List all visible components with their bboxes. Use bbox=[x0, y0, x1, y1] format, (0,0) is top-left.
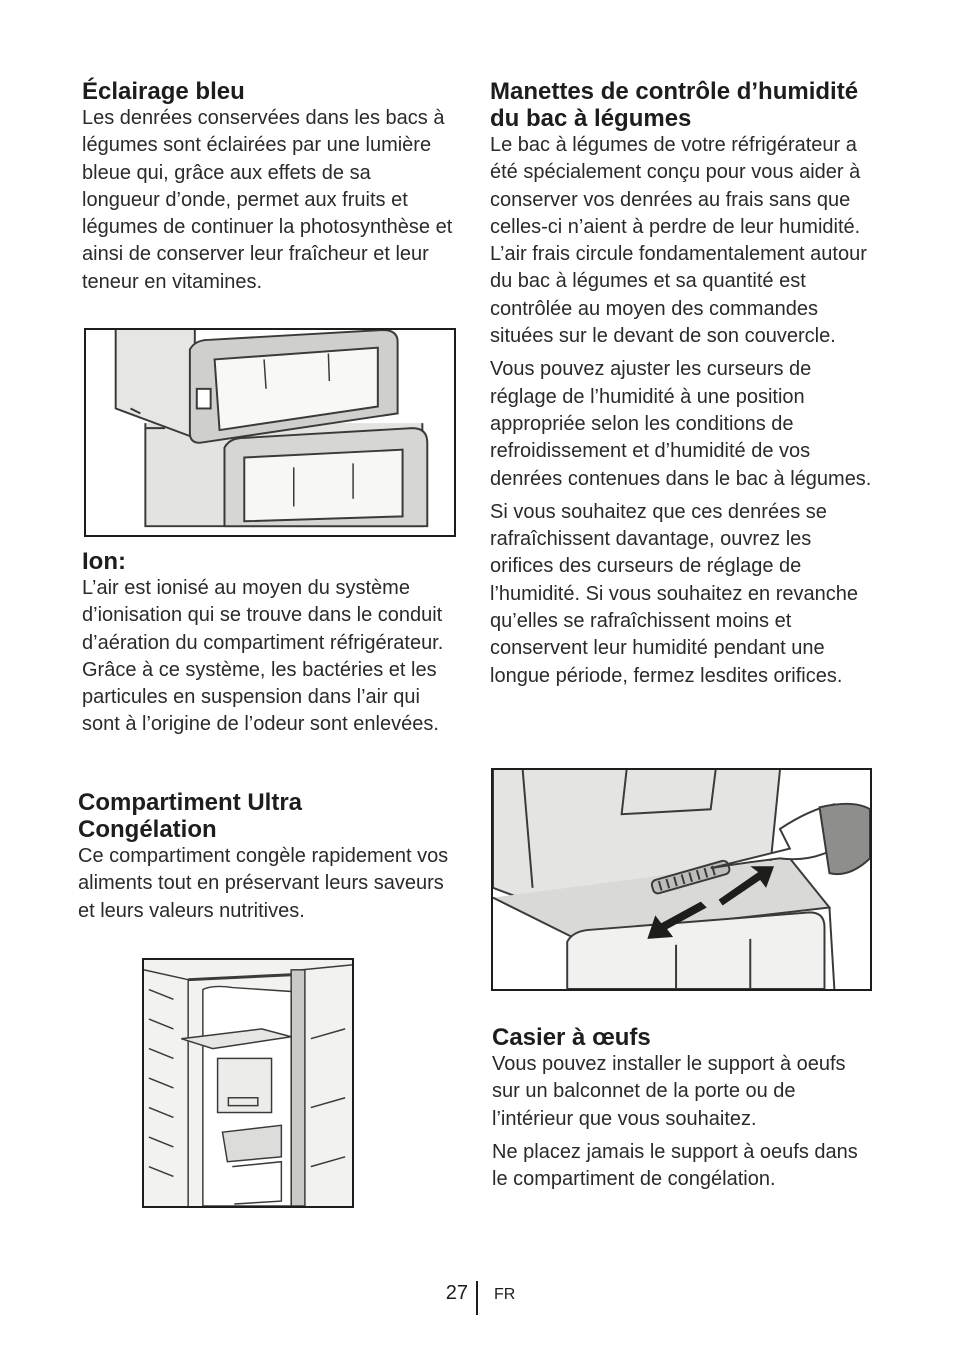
heading-eclairage-bleu: Éclairage bleu bbox=[82, 78, 245, 105]
paragraph-casier-1: Vous pouvez installer le support à oeufs sur un balconnet de la porte ou de l’intérieur que vous souhaitez. bbox=[492, 1053, 846, 1130]
paragraph-manettes-3: Si vous souhaitez que ces denrées se rafraîchissent davantage, ouvrez les orifices des curseurs de réglage de l’humidité. Si vous souhaitez en revanche qu’elles se rafraîchissent moins et conservent leur humidité pendant une longue période, fermez lesdites orifices. bbox=[490, 500, 858, 687]
paragraph-eclairage-bleu: Les denrées conservées dans les bacs à légumes sont éclairées par une lumière bleue qui, grâce aux effets de sa longueur d’onde, permet aux fruits et légumes de continuer la photosynthèse et ainsi de conserver leur fraîcheur et leur teneur en vitamines. bbox=[82, 107, 453, 293]
page-number: 27 bbox=[445, 1282, 468, 1304]
section-casier-oeufs bbox=[492, 1024, 876, 1193]
section-eclairage-bleu bbox=[82, 78, 454, 296]
heading-casier-oeufs: Casier à œufs bbox=[492, 1024, 651, 1051]
paragraph-casier-2: Ne placez jamais le support à oeufs dans le compartiment de congélation. bbox=[492, 1140, 858, 1191]
section-compartiment-ultra-congelation bbox=[78, 789, 456, 925]
paragraph-ion: L’air est ionisé au moyen du système d’ionisation qui se trouve dans le conduit d’aération du compartiment réfrigérateur. Grâce à ce système, les bactéries et les particules en suspension dans l’air qui sont à l’origine de l’odeur sont enlevées. bbox=[82, 577, 444, 736]
section-manettes-humidite bbox=[490, 78, 876, 690]
freezer-compartment-illustration bbox=[142, 958, 354, 1208]
heading-compartiment-ultra: Compartiment Ultra Congélation bbox=[78, 789, 303, 843]
heading-manettes-humidite: Manettes de contrôle d’humidité du bac à légumes bbox=[490, 78, 859, 132]
language-code: FR bbox=[494, 1286, 516, 1303]
section-ion bbox=[82, 548, 454, 739]
humidity-slider-illustration bbox=[491, 768, 872, 991]
paragraph-manettes-2: Vous pouvez ajuster les curseurs de réglage de l’humidité à une position appropriée selon les conditions de refroidissement et d’humidité de vos denrées contenues dans le bac à légumes. bbox=[490, 358, 872, 490]
paragraph-compartiment-ultra: Ce compartiment congèle rapidement vos aliments tout en préservant leurs saveurs et leurs valeurs nutritives. bbox=[78, 845, 449, 922]
heading-ion: Ion: bbox=[82, 548, 126, 575]
crisper-drawers-illustration bbox=[84, 328, 456, 537]
footer-divider bbox=[476, 1281, 478, 1315]
page-footer bbox=[0, 1281, 954, 1315]
paragraph-manettes-1: Le bac à légumes de votre réfrigérateur a été spécialement conçu pour vous aider à conserver vos denrées au frais sans que celles-ci n’aient à perdre de leur humidité. L’air frais circule fondamentalement autour du bac à légumes et sa quantité est contrôlée au moyen des commandes situées sur le devant de son couvercle. bbox=[490, 134, 867, 348]
